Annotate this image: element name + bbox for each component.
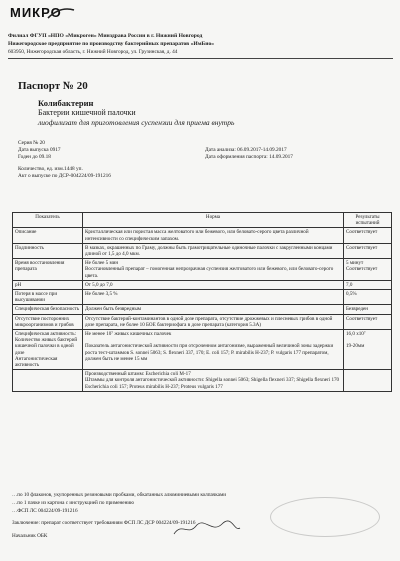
conclusion-text: Заключение: препарат соответствует требованиям ФСП ЛС ДСР 004224/09-191216 [12,520,196,526]
row-parameter: Подлинность [13,243,83,258]
product-form: лиофилизат для приготовления суспензии для приема внутрь [38,118,235,127]
org-address: 603950, Нижегородская область, г. Нижний Новгород, ул. Грузинская, д. 44 [8,49,178,55]
table-row [13,280,392,289]
row-parameter: Отсутствие посторонних микроорганизмов и грибов [13,314,83,329]
analysis-date: Дата анализа: 06.09.2017-14.09.2017 [205,147,287,153]
row-norm: Отсутствие бактерий-контаминантов в одной дозе препарата, отсутствие дрожжевых и плесневых грибов в одной дозе препарата, не более 10 БОЕ бактериофага в дозе препарата (категория 5.3А) [83,314,344,329]
table-row [13,290,392,305]
packaging-line-1: …по 10 флаконов, укупоренных резиновыми пробками, обкатанных алюминиевыми колпачками [12,492,227,498]
row-result: Соответствует [344,314,392,329]
row-parameter: pH [13,280,83,289]
release-date: Дата выпуска 0917 [18,147,61,153]
row-parameter: Специфическая безопасность [13,305,83,314]
table-row [13,370,392,392]
official-stamp-icon [270,497,380,537]
row-norm: Кристаллическая или пористая масса желтоватого или бежевого, или беловато-серого цвета различной интенсивности со специфическим запахом. [83,228,344,243]
col-header-norm: Норма [83,213,344,228]
logo-text: МИКРО [10,5,62,20]
row-parameter: Описание [13,228,83,243]
table-row [13,330,392,370]
product-name: Колибактерин [38,98,94,108]
row-result: 7,0 [344,280,392,289]
row-result: Безвреден [344,305,392,314]
row-norm: Не более 3,5 % [83,290,344,305]
row-parameter: Время восстановления препарата [13,259,83,281]
row-result [344,370,392,392]
series-number: Серия № 20 [18,140,45,146]
product-subtitle: Бактерии кишечной палочки [38,108,136,117]
org-line-2: Нижегородское предприятие по производству бактерийных препаратов «ИмБио» [8,41,215,47]
row-result: Соответствует [344,228,392,243]
packaging-line-3: …ФСП ЛС 004224/09-191216 [12,508,78,514]
signatory-title: Начальник ОБК [12,533,48,539]
release-act: Акт о выпуске по ДСР-004224/09-191216 [18,173,111,179]
org-line-1: Филиал ФГУП «НПО «Микроген» Минздрава России в г. Нижний Новгород [8,33,203,39]
packaging-line-2: …по 1 пачке из картона с инструкцией по применению [12,500,135,506]
table-row [13,228,392,243]
row-norm: В мазках, окрашенных по Граму, должны быть грамотрицательные одиночные палочки с закругленными концами длиной от 1,5 до 4,0 мкм. [83,243,344,258]
divider [8,58,393,59]
passport-title: Паспорт № 20 [18,80,88,92]
row-result: 0,5% [344,290,392,305]
row-result: 5 минут Соответствует [344,259,392,281]
row-result: Соответствует [344,243,392,258]
table-header-row [13,213,392,228]
col-header-result: Результаты испытаний [344,213,392,228]
col-header-parameter: Показатель [13,213,83,228]
row-norm: Не менее 10⁷ живых кишечных палочек Показатель антагонистической активности при отсроченном антагонизме, выраженный величиной зоны задержки роста тест-штаммов S. sonnei 5063; S. flexneri 337, 170; E. coli 157; P. mirabilis H-237; P. vulgaris 177 препаратом, должен быть не менее 15 мм [83,330,344,370]
expiry-date: Годен до 09.18 [18,154,51,160]
row-norm: Не более 5 мин Восстановленный препарат – гомогенная непрозрачная суспензия желтоватого или бежевого, или беловато-серого цвета. [83,259,344,281]
table-row [13,314,392,329]
table-row [13,243,392,258]
row-norm: Производственный штамм: Escherichia coli M-17 Штаммы для контроля антагонистической активности: Shigella sonnei 5063; Shigella flexneri 337; Shigella flexneri 170 Escherichia coli 157; Proteus mirabilis H-237; Proteus vulgaris 177 [83,370,344,392]
row-result: 16,0 x10⁷ 19-20мм [344,330,392,370]
row-parameter [13,370,83,392]
row-parameter: Специфическая активность: Количество живых бактерий кишечной палочки в одной дозе Антагонистическая активность [13,330,83,370]
quantity: Количество, ед. изм.1448 уп. [18,166,83,172]
company-logo [10,4,80,26]
row-norm: От 5,0 до 7,0 [83,280,344,289]
row-norm: Должен быть безвредным [83,305,344,314]
row-parameter: Потеря в массе при высушивании [13,290,83,305]
test-results-table [12,212,392,392]
table-row [13,259,392,281]
signature-icon [172,520,242,538]
table-row [13,305,392,314]
logo-swoosh-icon [46,6,76,20]
passport-date: Дата оформления паспорта: 14.09.2017 [205,154,293,160]
